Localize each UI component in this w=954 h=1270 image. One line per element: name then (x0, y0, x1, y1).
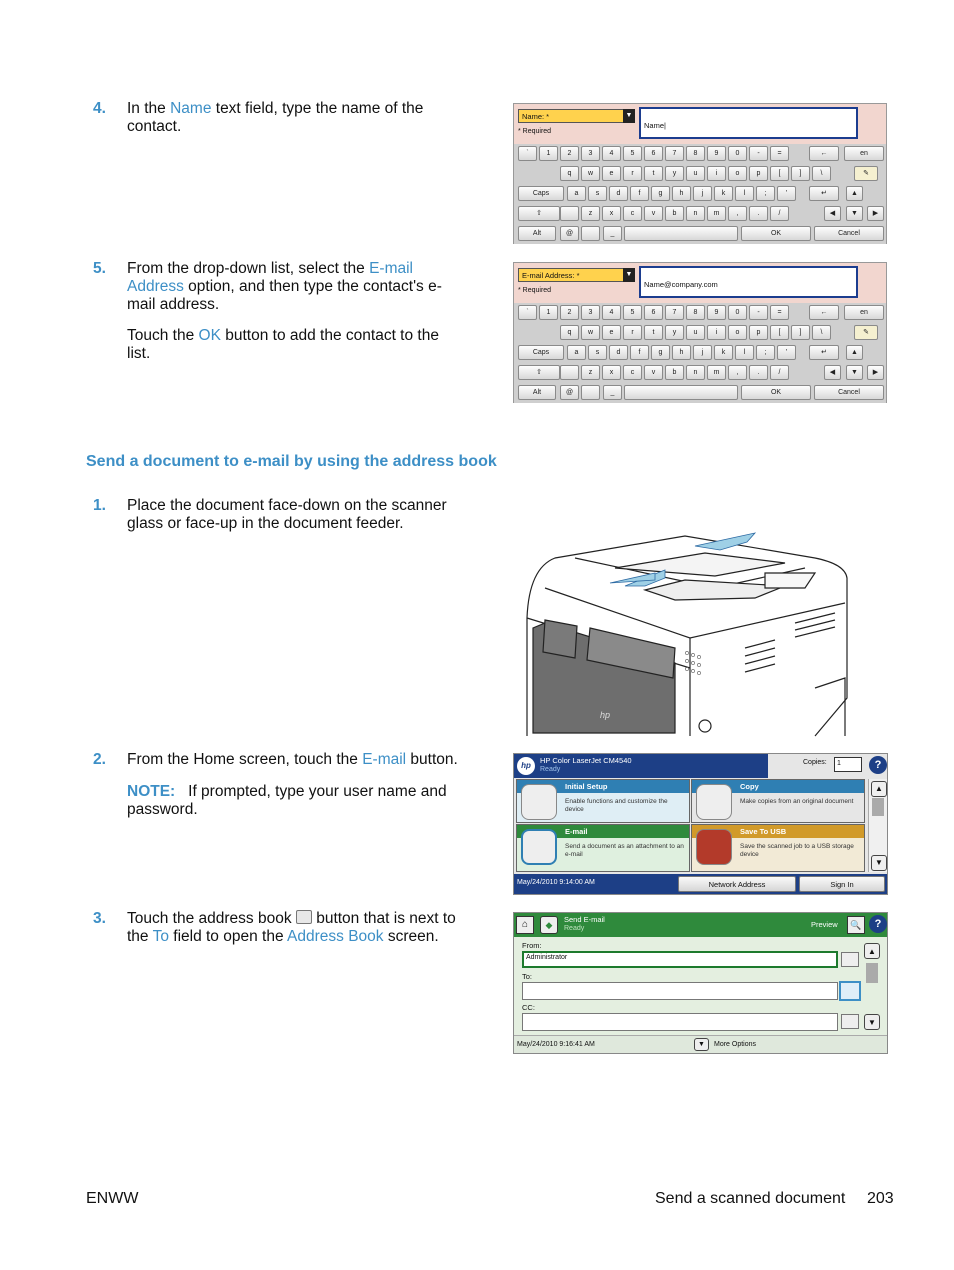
key-12[interactable]: = (770, 146, 789, 161)
key-v[interactable]: v (644, 365, 663, 380)
name-field-link: Name (170, 100, 212, 117)
more-options-icon[interactable]: ▼ (694, 1038, 709, 1051)
key-6[interactable]: 6 (644, 305, 663, 320)
key-10[interactable]: 0 (728, 305, 747, 320)
key-12[interactable]: = (770, 305, 789, 320)
key-[[interactable]: [ (770, 325, 789, 340)
key-8[interactable]: 8 (686, 146, 705, 161)
key-'[interactable]: ' (777, 345, 796, 360)
space-key[interactable] (624, 226, 738, 241)
space-key[interactable] (624, 385, 738, 400)
key-10[interactable]: 0 (728, 146, 747, 161)
step-3-text (127, 910, 457, 946)
copies-input[interactable]: 1 (834, 757, 862, 772)
tile-title: Save To USB (692, 825, 864, 838)
send-footer (514, 1035, 887, 1054)
key-z[interactable]: z (581, 206, 600, 221)
ok-button[interactable]: OK (741, 226, 811, 241)
key-t[interactable]: t (644, 166, 663, 181)
arrow-up-icon[interactable]: ▲ (846, 186, 863, 201)
ok-link: OK (198, 327, 221, 344)
key-9[interactable]: 9 (707, 305, 726, 320)
device-title: HP Color LaserJet CM4540 (540, 756, 632, 765)
tile-desc: Save the scanned job to a USB storage device (740, 843, 854, 858)
chevron-down-icon: ▼ (623, 268, 635, 282)
at-key[interactable]: @ (560, 385, 579, 400)
step-3-t1: Touch the address book (127, 910, 296, 927)
key-;[interactable]: ; (756, 345, 775, 360)
note (127, 783, 457, 819)
key-2[interactable]: 2 (560, 146, 579, 161)
key-f[interactable]: f (630, 186, 649, 201)
key-g[interactable]: g (651, 345, 670, 360)
tile-desc: Make copies from an original document (740, 798, 854, 805)
underscore-key[interactable]: _ (603, 226, 622, 241)
copies-label: Copies: (803, 759, 827, 766)
tile-title: Copy (692, 780, 864, 793)
key-c[interactable]: c (623, 206, 642, 221)
key-f[interactable]: f (630, 345, 649, 360)
language-key[interactable]: en (844, 146, 884, 161)
step-2-t2: button. (406, 751, 458, 768)
key-o[interactable]: o (728, 325, 747, 340)
preview-label[interactable]: Preview (811, 920, 838, 929)
tile-title: E-mail (517, 825, 689, 838)
underscore-key[interactable]: _ (603, 385, 622, 400)
start-icon[interactable]: ◆ (540, 916, 558, 934)
home-header (514, 754, 768, 778)
blank-key[interactable] (560, 206, 579, 221)
step-3-t2: button that is next to the (127, 910, 456, 945)
caps-key[interactable]: Caps (518, 186, 564, 201)
caps-key[interactable]: Caps (518, 345, 564, 360)
from-label: From: (522, 941, 542, 950)
step-5-text (127, 260, 457, 314)
key-h[interactable]: h (672, 345, 691, 360)
scroll-thumb[interactable] (872, 798, 884, 816)
required-note: * Required (518, 287, 552, 294)
home-datetime: May/24/2010 9:14:00 AM (517, 879, 595, 886)
email-address-link: E-mail Address (127, 260, 413, 295)
key-r[interactable]: r (623, 325, 642, 340)
key-11[interactable]: - (749, 305, 768, 320)
key-r[interactable]: r (623, 166, 642, 181)
clear-icon[interactable]: ✎ (854, 166, 878, 181)
key-d[interactable]: d (609, 345, 628, 360)
cancel-button[interactable]: Cancel (814, 385, 884, 400)
name-input-value: Name (644, 121, 665, 130)
note-label: NOTE: (127, 783, 176, 800)
sign-in-button[interactable]: Sign In (799, 876, 885, 892)
arrow-down-icon[interactable]: ▼ (846, 206, 863, 221)
key-9[interactable]: 9 (707, 146, 726, 161)
key-s[interactable]: s (588, 345, 607, 360)
email-input-value: Name@company.com (644, 280, 718, 289)
address-book-from-icon[interactable] (841, 952, 859, 967)
step-4-t2: text field, type the name of the contact. (127, 100, 424, 135)
home-footer (514, 874, 887, 894)
key-a[interactable]: a (567, 186, 586, 201)
key-j[interactable]: j (693, 186, 712, 201)
key-/[interactable]: / (770, 206, 789, 221)
arrow-right-icon[interactable]: ▶ (867, 206, 884, 221)
key-v[interactable]: v (644, 206, 663, 221)
key-7[interactable]: 7 (665, 146, 684, 161)
dropdown-value: E-mail Address: * (522, 271, 580, 280)
copy-icon (696, 784, 732, 820)
footer-section: Send a scanned document (655, 1190, 846, 1207)
key-n[interactable]: n (686, 206, 705, 221)
backspace-key[interactable]: ← (809, 146, 839, 161)
key-a[interactable]: a (567, 345, 586, 360)
key-n[interactable]: n (686, 365, 705, 380)
key-8[interactable]: 8 (686, 305, 705, 320)
key-l[interactable]: l (735, 345, 754, 360)
key-l[interactable]: l (735, 186, 754, 201)
key-][interactable]: ] (791, 166, 810, 181)
dropdown-value: Name: * (522, 112, 550, 121)
tile-desc: Send a document as an attachment to an e-mail (565, 843, 684, 858)
keyboard-keys (514, 303, 886, 403)
send-title: Send E-mail (564, 915, 605, 924)
enter-key[interactable]: ↵ (809, 345, 839, 360)
key-6[interactable]: 6 (644, 146, 663, 161)
key-b[interactable]: b (665, 365, 684, 380)
to-label: To: (522, 972, 533, 981)
tile-copy[interactable] (691, 779, 865, 823)
key-s[interactable]: s (588, 186, 607, 201)
key-][interactable]: ] (791, 325, 810, 340)
cc-input[interactable] (522, 1013, 838, 1031)
shift-key[interactable]: ⇧ (518, 206, 560, 221)
key-z[interactable]: z (581, 365, 600, 380)
key-i[interactable]: i (707, 325, 726, 340)
key-[[interactable]: [ (770, 166, 789, 181)
arrow-right-icon[interactable]: ▶ (867, 365, 884, 380)
key-w[interactable]: w (581, 166, 600, 181)
arrow-left-icon[interactable]: ◀ (824, 365, 841, 380)
key-x[interactable]: x (602, 206, 621, 221)
key-4[interactable]: 4 (602, 146, 621, 161)
key-3[interactable]: 3 (581, 146, 600, 161)
blank-key[interactable] (581, 385, 600, 400)
key-u[interactable]: u (686, 166, 705, 181)
field-dropdown[interactable] (518, 268, 635, 282)
arrow-up-icon[interactable]: ▲ (846, 345, 863, 360)
key-x[interactable]: x (602, 365, 621, 380)
key-h[interactable]: h (672, 186, 691, 201)
key-'[interactable]: ' (777, 186, 796, 201)
required-note: * Required (518, 128, 552, 135)
shift-key[interactable]: ⇧ (518, 365, 560, 380)
svg-text:hp: hp (600, 710, 611, 720)
blank-key[interactable] (560, 365, 579, 380)
key-w[interactable]: w (581, 325, 600, 340)
field-dropdown[interactable] (518, 109, 635, 123)
address-book-cc-icon[interactable] (841, 1014, 859, 1029)
key-q[interactable]: q (560, 325, 579, 340)
tile-save-usb[interactable] (691, 824, 865, 872)
scroll-down-icon[interactable]: ▼ (864, 1014, 880, 1030)
key-u[interactable]: u (686, 325, 705, 340)
help-icon[interactable]: ? (869, 756, 887, 774)
address-book-icon (296, 910, 312, 924)
tile-title: Initial Setup (517, 780, 689, 793)
key-c[interactable]: c (623, 365, 642, 380)
cancel-button[interactable]: Cancel (814, 226, 884, 241)
key-d[interactable]: d (609, 186, 628, 201)
key-e[interactable]: e (602, 325, 621, 340)
key-e[interactable]: e (602, 166, 621, 181)
tile-initial-setup[interactable] (516, 779, 690, 823)
send-email-screen (513, 912, 888, 1054)
device-status: Ready (540, 766, 561, 773)
preview-icon[interactable]: 🔍 (847, 916, 865, 934)
key-p[interactable]: p (749, 166, 768, 181)
help-icon[interactable]: ? (869, 915, 887, 933)
to-link: To (152, 928, 169, 945)
at-key[interactable]: @ (560, 226, 579, 241)
step-3-number: 3. (93, 910, 106, 927)
key-o[interactable]: o (728, 166, 747, 181)
key-q[interactable]: q (560, 166, 579, 181)
alt-key[interactable]: Alt (518, 226, 556, 241)
alt-key[interactable]: Alt (518, 385, 556, 400)
key-i[interactable]: i (707, 166, 726, 181)
send-datetime: May/24/2010 9:16:41 AM (517, 1041, 595, 1048)
key-k[interactable]: k (714, 186, 733, 201)
step-2-number: 2. (93, 751, 106, 768)
page-number: 203 (867, 1190, 894, 1207)
step-1-number: 1. (93, 497, 106, 514)
email-input[interactable] (639, 266, 858, 298)
key-1[interactable]: 1 (539, 146, 558, 161)
step-5-number: 5. (93, 260, 106, 277)
to-input[interactable] (522, 982, 838, 1000)
key-t[interactable]: t (644, 325, 663, 340)
tile-desc: Enable functions and customize the device (565, 798, 668, 813)
ok-button[interactable]: OK (741, 385, 811, 400)
key-m[interactable]: m (707, 206, 726, 221)
keyboard-screen-email (513, 262, 887, 403)
envelope-icon (521, 829, 557, 865)
more-options-label[interactable]: More Options (714, 1041, 757, 1048)
scroll-down-icon[interactable]: ▼ (871, 855, 887, 871)
step-4-text (127, 100, 457, 136)
key-\[interactable]: \ (812, 325, 831, 340)
step-1-text: Place the document face-down on the scanner glass or face-up in the document feeder. (127, 497, 447, 532)
key-;[interactable]: ; (756, 186, 775, 201)
network-address-button[interactable]: Network Address (678, 876, 796, 892)
printer-illustration (515, 528, 855, 738)
usb-icon (696, 829, 732, 865)
key-7[interactable]: 7 (665, 305, 684, 320)
cc-label: CC: (522, 1003, 535, 1012)
key-.[interactable]: . (749, 206, 768, 221)
key-b[interactable]: b (665, 206, 684, 221)
key-m[interactable]: m (707, 365, 726, 380)
key-2[interactable]: 2 (560, 305, 579, 320)
note-text: If prompted, type your user name and password. (127, 783, 447, 818)
from-input[interactable]: Administrator (522, 951, 838, 968)
step-3-t4: screen. (383, 928, 439, 945)
home-screen (513, 753, 888, 895)
key-,[interactable]: , (728, 206, 747, 221)
clear-icon[interactable]: ✎ (854, 325, 878, 340)
step-5-t1: From the drop-down list, select the (127, 260, 370, 277)
key-.[interactable]: . (749, 365, 768, 380)
key-,[interactable]: , (728, 365, 747, 380)
key-3[interactable]: 3 (581, 305, 600, 320)
address-book-link: Address Book (287, 928, 384, 945)
scroll-thumb[interactable] (866, 963, 878, 983)
step-4-number: 4. (93, 100, 106, 117)
footer-left: ENWW (86, 1190, 139, 1207)
tile-email[interactable] (516, 824, 690, 872)
step-2-t1: From the Home screen, touch the (127, 751, 363, 768)
step-5-ok-text (127, 327, 457, 363)
step-5-t2: option, and then type the contact's e-mail address. (127, 278, 442, 313)
section-heading: Send a document to e-mail by using the address book (86, 453, 497, 470)
key-5[interactable]: 5 (623, 305, 642, 320)
language-key[interactable]: en (844, 305, 884, 320)
step-2-text (127, 751, 467, 769)
home-icon[interactable]: ⌂ (516, 916, 534, 934)
keyboard-keys (514, 144, 886, 244)
key-0[interactable]: ` (518, 305, 537, 320)
chevron-down-icon: ▼ (623, 109, 635, 123)
key-k[interactable]: k (714, 345, 733, 360)
step-3-t3: field to open the (168, 928, 288, 945)
scrollbar[interactable] (868, 779, 888, 872)
blank-key[interactable] (581, 226, 600, 241)
key-y[interactable]: y (665, 325, 684, 340)
key-/[interactable]: / (770, 365, 789, 380)
keyboard-screen-name (513, 103, 887, 244)
arrow-down-icon[interactable]: ▼ (846, 365, 863, 380)
key-11[interactable]: - (749, 146, 768, 161)
key-0[interactable]: ` (518, 146, 537, 161)
key-5[interactable]: 5 (623, 146, 642, 161)
step-4-t1: In the (127, 100, 171, 117)
clipboard-icon (521, 784, 557, 820)
key-\[interactable]: \ (812, 166, 831, 181)
backspace-key[interactable]: ← (809, 305, 839, 320)
hp-logo-icon: hp (517, 757, 535, 775)
address-book-to-icon[interactable] (839, 981, 861, 1001)
scroll-up-icon[interactable]: ▲ (864, 943, 880, 959)
email-button-link: E-mail (362, 751, 407, 768)
key-p[interactable]: p (749, 325, 768, 340)
send-status: Ready (564, 925, 585, 932)
key-y[interactable]: y (665, 166, 684, 181)
key-4[interactable]: 4 (602, 305, 621, 320)
scroll-up-icon[interactable]: ▲ (871, 781, 887, 797)
send-header (514, 913, 887, 937)
key-1[interactable]: 1 (539, 305, 558, 320)
step-5-p2a: Touch the (127, 327, 199, 344)
name-input[interactable]: Name| (639, 107, 858, 139)
arrow-left-icon[interactable]: ◀ (824, 206, 841, 221)
step-5-p2b: button to add the contact to the list. (127, 327, 439, 362)
enter-key[interactable]: ↵ (809, 186, 839, 201)
key-g[interactable]: g (651, 186, 670, 201)
key-j[interactable]: j (693, 345, 712, 360)
